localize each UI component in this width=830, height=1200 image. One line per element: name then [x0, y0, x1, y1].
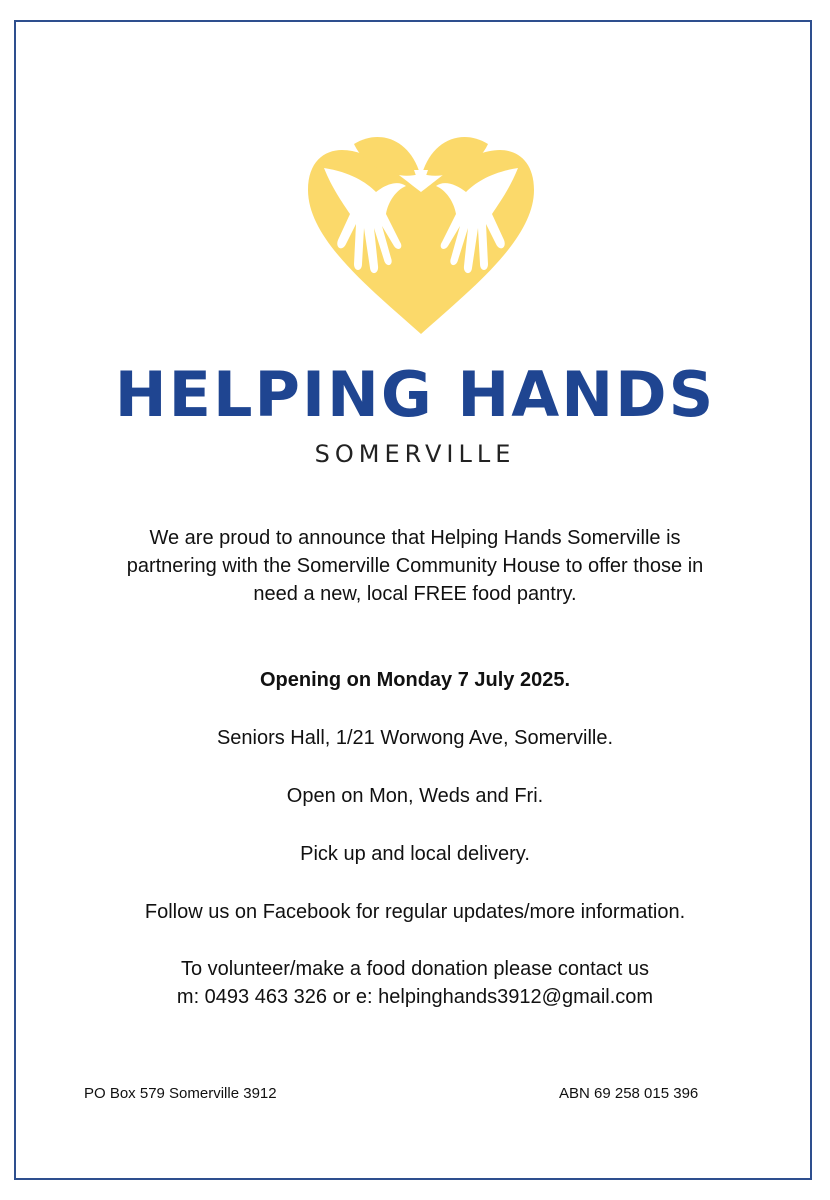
- announcement-line-1: We are proud to announce that Helping Hands Somerville is: [149, 527, 681, 549]
- footer-abn: ABN 69 258 015 396: [559, 1085, 699, 1102]
- announcement-line-2: partnering with the Somerville Community House to offer those in: [126, 555, 704, 577]
- contact-line-1: To volunteer/make a food donation please contact us: [180, 958, 650, 980]
- contact-line-2: m: 0493 463 326 or e: helpinghands3912@gmail.com: [176, 986, 654, 1008]
- heart-with-hands-icon: [302, 128, 540, 334]
- brand-title: HELPING HANDS: [114, 358, 716, 431]
- footer-address: PO Box 579 Somerville 3912: [84, 1085, 277, 1102]
- announcement-line-3: need a new, local FREE food pantry.: [253, 583, 577, 605]
- facebook-info: Follow us on Facebook for regular updates/more information.: [144, 901, 686, 923]
- opening-days: Open on Mon, Weds and Fri.: [286, 785, 544, 807]
- brand-subtitle: SOMERVILLE: [314, 440, 516, 468]
- service-info: Pick up and local delivery.: [300, 843, 530, 865]
- location: Seniors Hall, 1/21 Worwong Ave, Somerville.: [216, 727, 614, 749]
- flyer-page: [14, 20, 812, 1180]
- opening-date: Opening on Monday 7 July 2025.: [259, 669, 571, 691]
